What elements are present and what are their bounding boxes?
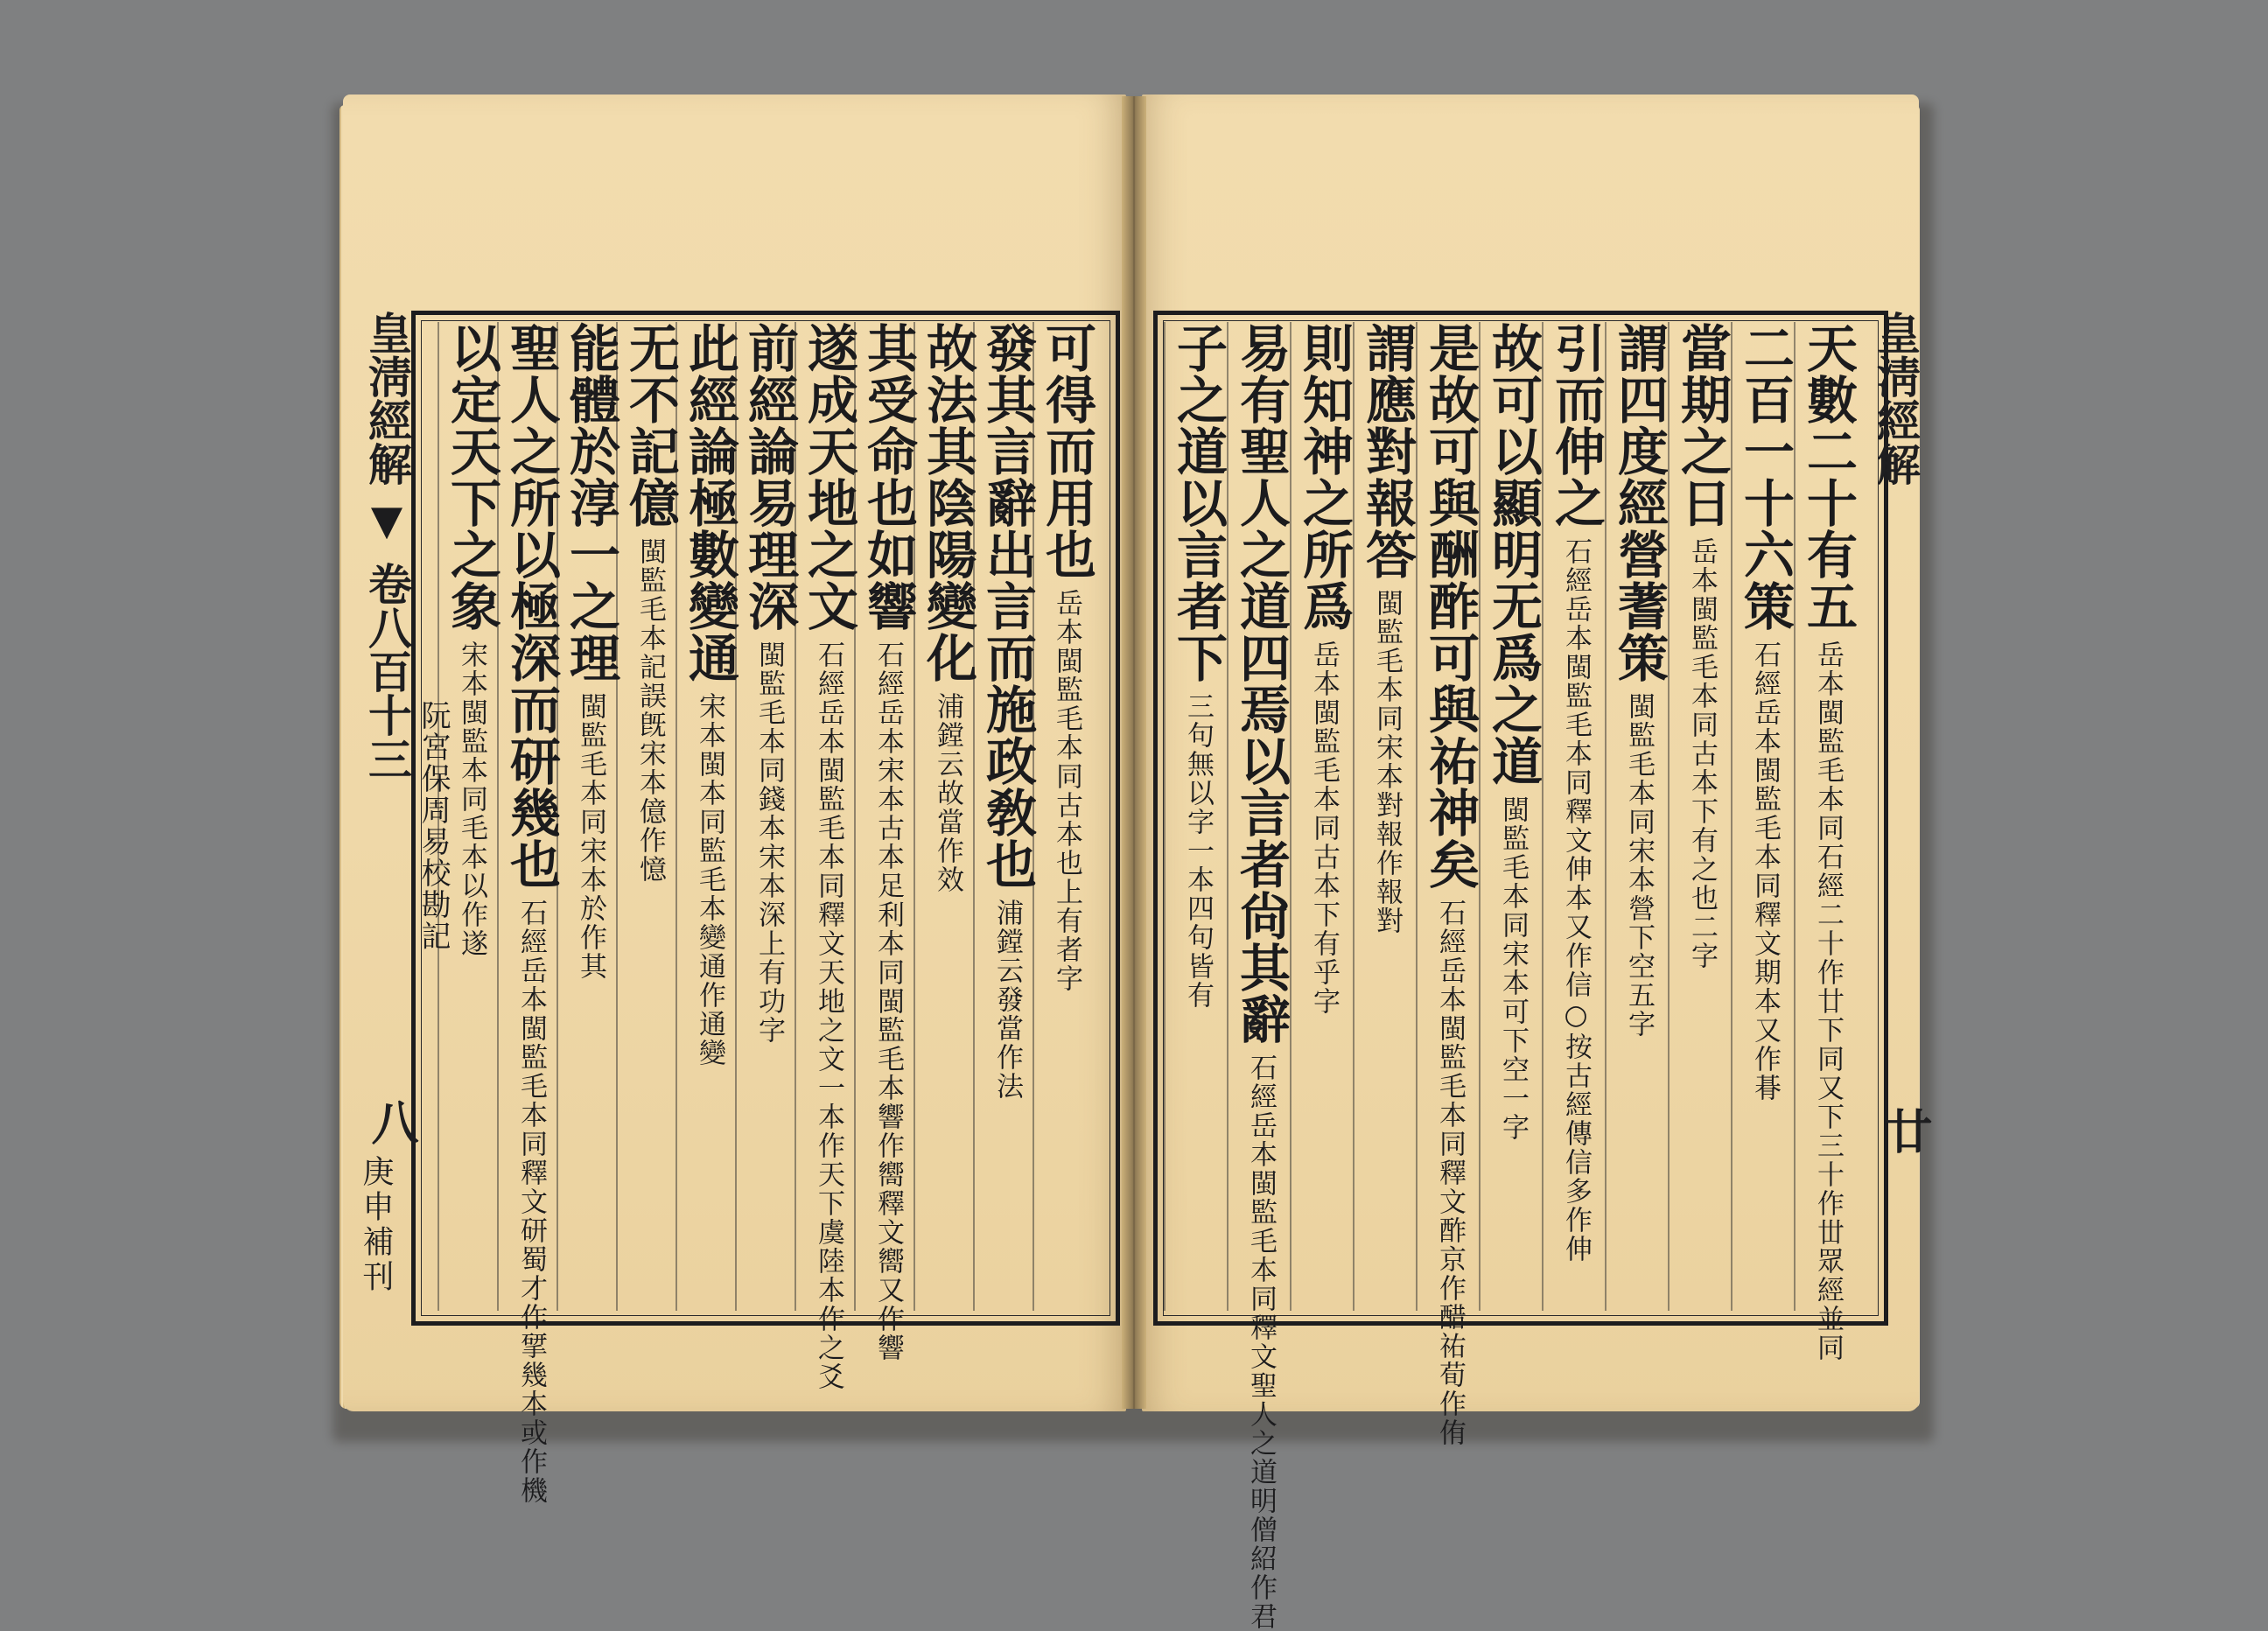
right-column-main-text: 謂四度經營蓍策 [1609, 322, 1669, 683]
left-column-main-text: 遂成天地之文 [799, 322, 858, 632]
left-header-volume: 卷八百十三 [361, 561, 413, 780]
left-column-main-text: 發其言辭出言而施政敎也 [977, 322, 1037, 890]
right-column-rule [1164, 322, 1166, 1311]
right-column [1483, 322, 1543, 1142]
right-column-main-text: 易有聖人之道四焉以言者尙其辭 [1231, 322, 1291, 1045]
right-folio: 廿 [1878, 1107, 1934, 1154]
right-column [1294, 322, 1354, 1016]
right-column-main-text: 二百一十六策 [1735, 322, 1795, 632]
right-column-main-text: 引而伸之 [1546, 322, 1606, 528]
left-column-note-text: 岳本閩監毛本同古本也上有者字 [1051, 589, 1082, 993]
right-column-main-text: 當期之日 [1672, 322, 1732, 528]
left-folio: 八 [364, 1098, 420, 1145]
left-column-note-text: 閩監毛本記誤旣宋本億作憶 [634, 537, 666, 884]
left-column-main-text: 聖人之所以極深而研幾也 [501, 322, 561, 890]
left-column-note-text: 石經岳本閩監毛本同釋文天地之文一本作天下虞陸本作之爻 [813, 640, 844, 1391]
left-column-note-text: 浦鏜云發當作法 [991, 899, 1023, 1101]
right-column-note-text: 石經岳本閩監毛本同釋文期本又作朞 [1749, 640, 1781, 1102]
left-column [739, 322, 799, 1045]
repair-note: 庚申補刊 [358, 1155, 394, 1295]
right-column [1546, 322, 1606, 1264]
right-column-note-text: 石經岳本閩監毛本同釋文伸本又作信○按古經傳信多作伸 [1560, 537, 1592, 1264]
left-column-main-text: 故法其陰陽變化 [918, 322, 977, 683]
left-column-main-text: 前經論易理深 [739, 322, 799, 632]
right-column [1168, 322, 1228, 1010]
right-margin-header: 皇淸經解 [1870, 311, 1922, 486]
right-column [1735, 322, 1795, 1102]
left-column-note-text: 宋本閩監本同毛本以作遂 [456, 640, 487, 958]
right-column-note-text: 岳本閩監毛本同石經二十作廿下同又下三十作丗眾經並同 [1812, 640, 1844, 1362]
source-line: 阮宮保周易校勘記 [416, 700, 451, 952]
right-column-note-text: 閩監毛本同宋本營下空五字 [1623, 692, 1655, 1039]
right-column [1357, 322, 1417, 935]
right-column [1609, 322, 1669, 1039]
right-column-main-text: 是故可與酬酢可與祐神矣 [1420, 322, 1480, 890]
left-column [1037, 322, 1096, 993]
left-column-note-text: 石經岳本閩監毛本同釋文研蜀才作揅幾本或作機 [515, 899, 547, 1505]
left-column [561, 322, 620, 981]
fishtail-mark [371, 508, 402, 539]
right-column-main-text: 天數二十有五 [1798, 322, 1858, 632]
right-column-note-text: 三句無以字一本四句皆有 [1182, 692, 1214, 1010]
left-column [918, 322, 977, 894]
left-column-note-text: 宋本閩本同監毛本變通作通變 [694, 692, 725, 1068]
right-column [1798, 322, 1858, 1362]
right-column-note-text: 岳本閩監毛本同古本下有乎字 [1308, 640, 1340, 1016]
left-column-main-text: 可得而用也 [1037, 322, 1096, 580]
right-column-main-text: 謂應對報答 [1357, 322, 1417, 580]
left-column [501, 322, 561, 1505]
left-column-main-text: 无不記億 [620, 322, 680, 528]
left-column [977, 322, 1037, 1101]
left-column [858, 322, 918, 1362]
left-margin-header [355, 311, 418, 780]
right-column [1420, 322, 1480, 1447]
left-column-note-text: 閩監毛本同宋本於作其 [575, 692, 606, 981]
left-column [799, 322, 858, 1391]
left-column-note-text: 閩監毛本同錢本宋本深上有功字 [753, 640, 785, 1045]
left-column-note-text: 浦鏜云故當作效 [932, 692, 963, 894]
right-column [1231, 322, 1291, 1631]
left-column-main-text: 能體於淳一之理 [561, 322, 620, 683]
left-header-title: 皇淸經解 [361, 311, 413, 486]
left-column-note-text: 石經岳本宋本古本足利本同閩監毛本響作嚮釋文嚮又作響 [872, 640, 904, 1362]
right-column [1672, 322, 1732, 970]
right-column-note-text: 石經岳本閩監毛本同釋文酢京作醋祐荀作侑 [1434, 899, 1466, 1447]
left-column-main-text: 此經論極數變通 [680, 322, 739, 683]
right-column-note-text: 石經岳本閩監毛本同釋文聖人之道明僧紹作君 [1245, 1054, 1277, 1631]
right-column-main-text: 子之道以言者下 [1168, 322, 1228, 683]
right-column-note-text: 閩監毛本同宋本可下空一字 [1497, 795, 1529, 1142]
left-column [680, 322, 739, 1068]
left-column [442, 322, 501, 958]
right-column-note-text: 閩監毛本同宋本對報作報對 [1371, 589, 1403, 935]
right-column-main-text: 故可以顯明无爲之道 [1483, 322, 1543, 787]
right-column-note-text: 岳本閩監毛本同古本下有之也二字 [1686, 537, 1718, 970]
left-column-main-text: 其受命也如響 [858, 322, 918, 632]
left-column-main-text: 以定天下之象 [442, 322, 501, 632]
right-column-main-text: 則知神之所爲 [1294, 322, 1354, 632]
book-gutter [1122, 96, 1146, 1409]
left-column [620, 322, 680, 884]
